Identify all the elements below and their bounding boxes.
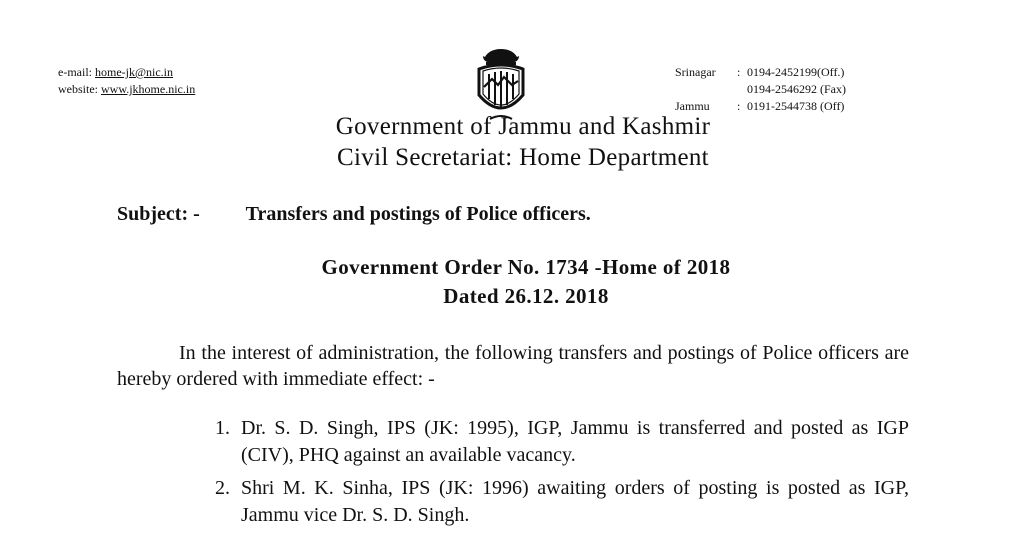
phone-place: Srinagar [675, 65, 716, 79]
contact-left [58, 64, 195, 98]
subject-text: Transfers and postings of Police officers. [245, 203, 591, 225]
phone-place [675, 81, 737, 98]
phone-place: Jammu [675, 99, 710, 113]
order-list [215, 415, 909, 535]
list-item-number: 2. [215, 477, 230, 499]
state-emblem-icon [470, 47, 532, 123]
website-row [58, 81, 195, 98]
phone-number: 0194-2452199(Off.) [747, 65, 845, 79]
order-number: Government Order No. 1734 -Home of 2018 [321, 255, 731, 279]
website-label: website: [58, 82, 98, 96]
subject-label: Subject: - [117, 203, 200, 225]
email-row [58, 64, 195, 81]
phone-number: 0191-2544738 (Off) [747, 99, 845, 113]
list-item-number: 1. [215, 417, 230, 439]
phone-row-1 [675, 81, 846, 98]
phone-row-2: Jammu : 0191-2544738 (Off) [675, 99, 845, 113]
email-link[interactable]: home-jk@nic.in [94, 65, 174, 79]
intro-paragraph: In the interest of administration, the following transfers and postings of Police officers are hereby ordered with immediate effect: - [117, 342, 909, 390]
phone-number: 0194-2546292 (Fax) [747, 82, 846, 96]
phone-row-0: Srinagar : 0194-2452199(Off.) [675, 65, 845, 79]
list-item-text: Shri M. K. Sinha, IPS (JK: 1996) awaiting orders of posting is posted as IGP, Jammu vice Dr. S. D. Singh. [241, 477, 909, 526]
list-item-text: Dr. S. D. Singh, IPS (JK: 1995), IGP, Jammu is transferred and posted as IGP (CIV), PHQ against an available vacancy. [241, 417, 909, 466]
email-label: e-mail: [58, 65, 92, 79]
order-date: Dated 26.12. 2018 [443, 284, 609, 308]
department-header-line1: Government of Jammu and Kashmir [335, 113, 711, 140]
website-link[interactable]: www.jkhome.nic.in [101, 82, 196, 96]
list-item [215, 415, 909, 469]
subject-line [117, 203, 591, 226]
department-header-line2: Civil Secretariat: Home Department [337, 144, 709, 171]
list-item [215, 475, 909, 529]
contact-right [675, 64, 846, 115]
